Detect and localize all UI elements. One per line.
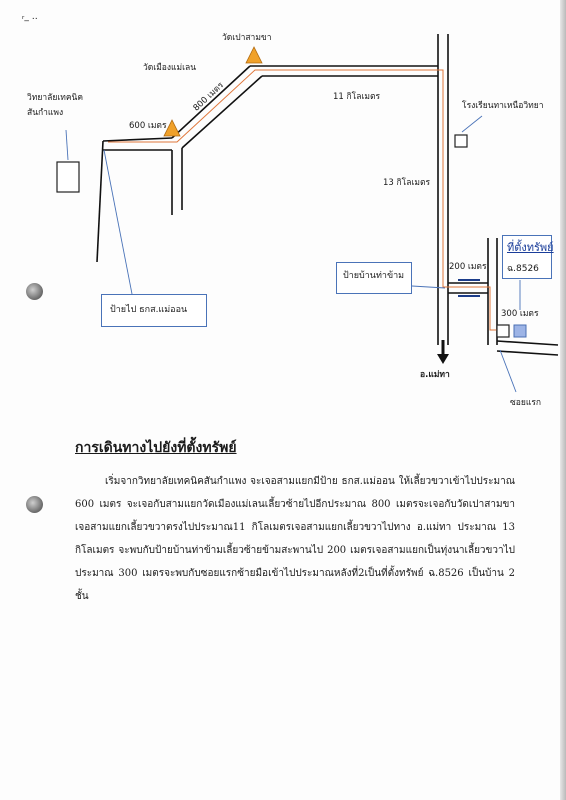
label-amphoe: อ.แม่ทา [420,370,450,380]
label-school: โรงเรียนทาเหนือวิทยา [462,101,544,111]
college-building [57,162,79,192]
leader-first-soi [500,350,516,392]
temple-marker-pa [246,47,262,63]
label-dist-600: 600 เมตร [129,121,167,131]
sign-baac-text: ป้ายไป ธกส.แม่ออน [110,305,188,315]
sign-baac-box [101,294,207,327]
punch-hole-bottom [26,496,43,513]
leader-tha-kham [412,286,445,288]
scan-marks: ᵣ_ ‥ [22,12,38,22]
leader-school [462,116,482,132]
sign-tha-kham-box [336,262,412,294]
label-wat-pa: วัดเปาสามขา [222,33,272,43]
label-dist-800: 800 เมตร [191,80,226,114]
road-diagonal-a [172,66,250,138]
sign-tha-kham-text: ป้ายบ้านท่าข้าม [343,271,405,281]
property-deed: ฉ.8526 [507,264,539,274]
label-wat-mueang: วัดเมืองแม่เลน [143,63,197,73]
road-left-vertical [97,141,103,262]
soi-road-upper [497,341,558,345]
property-title: ที่ตั้งทรัพย์ [507,241,554,254]
label-dist-300: 300 เมตร [501,309,539,319]
directions-body: เริ่มจากวิทยาลัยเทคนิคสันกำแพง จะเจอสามแยกมีป้าย ธกส.แม่ออน ให้เลี้ยวขวาเข้าไปประมาณ 600 เมตร จะเจอกับสามแยกวัดเมืองแม่เลนเลี้ยวซ้ายไปอีกประมาณ 800 เมตรจะเจอกับวัดเปาสามขาเจอสามแยกเลี้ยวขวาตรงไปประมาณ11 กิโลเมตรเจอสามแยกเลี้ยวขวาไปทาง อ.แม่ทา ประมาณ 13 กิโลเมตร จะพบกับป้ายบ้านท่าข้ามเลี้ยวซ้ายข้ามสะพานไป 200 เมตรเจอสามแยกเป็นทุ่งนาเลี้ยวขวาไปประมาณ 300 เมตรจะพบกับซอยแรกซ้ายมือเข้าไปประมาณหลังที่2เป็นที่ตั้งทรัพย์ ฉ.8526 เป็นบ้าน 2 ชั้น [75,476,515,602]
road-600m-upper [103,138,172,141]
label-dist-11km: 11 กิโลเมตร [333,92,381,102]
neighbour-building [497,325,509,337]
label-dist-200: 200 เมตร [449,262,487,272]
leader-college [66,130,68,160]
school-building [455,135,467,147]
route-path [108,70,505,330]
property-building [514,325,526,337]
label-first-soi: ซอยแรก [510,398,542,408]
directions-heading: การเดินทางไปยังที่ตั้งทรัพย์ [75,440,237,456]
arrow-amphoe-head [437,354,449,364]
label-college: วิทยาลัยเทคนิค สันกำแพง [27,93,84,119]
property-box [502,235,552,279]
soi-road-lower [497,351,558,355]
leader-baac-sign [104,150,132,294]
label-dist-13km: 13 กิโลเมตร [383,178,431,188]
